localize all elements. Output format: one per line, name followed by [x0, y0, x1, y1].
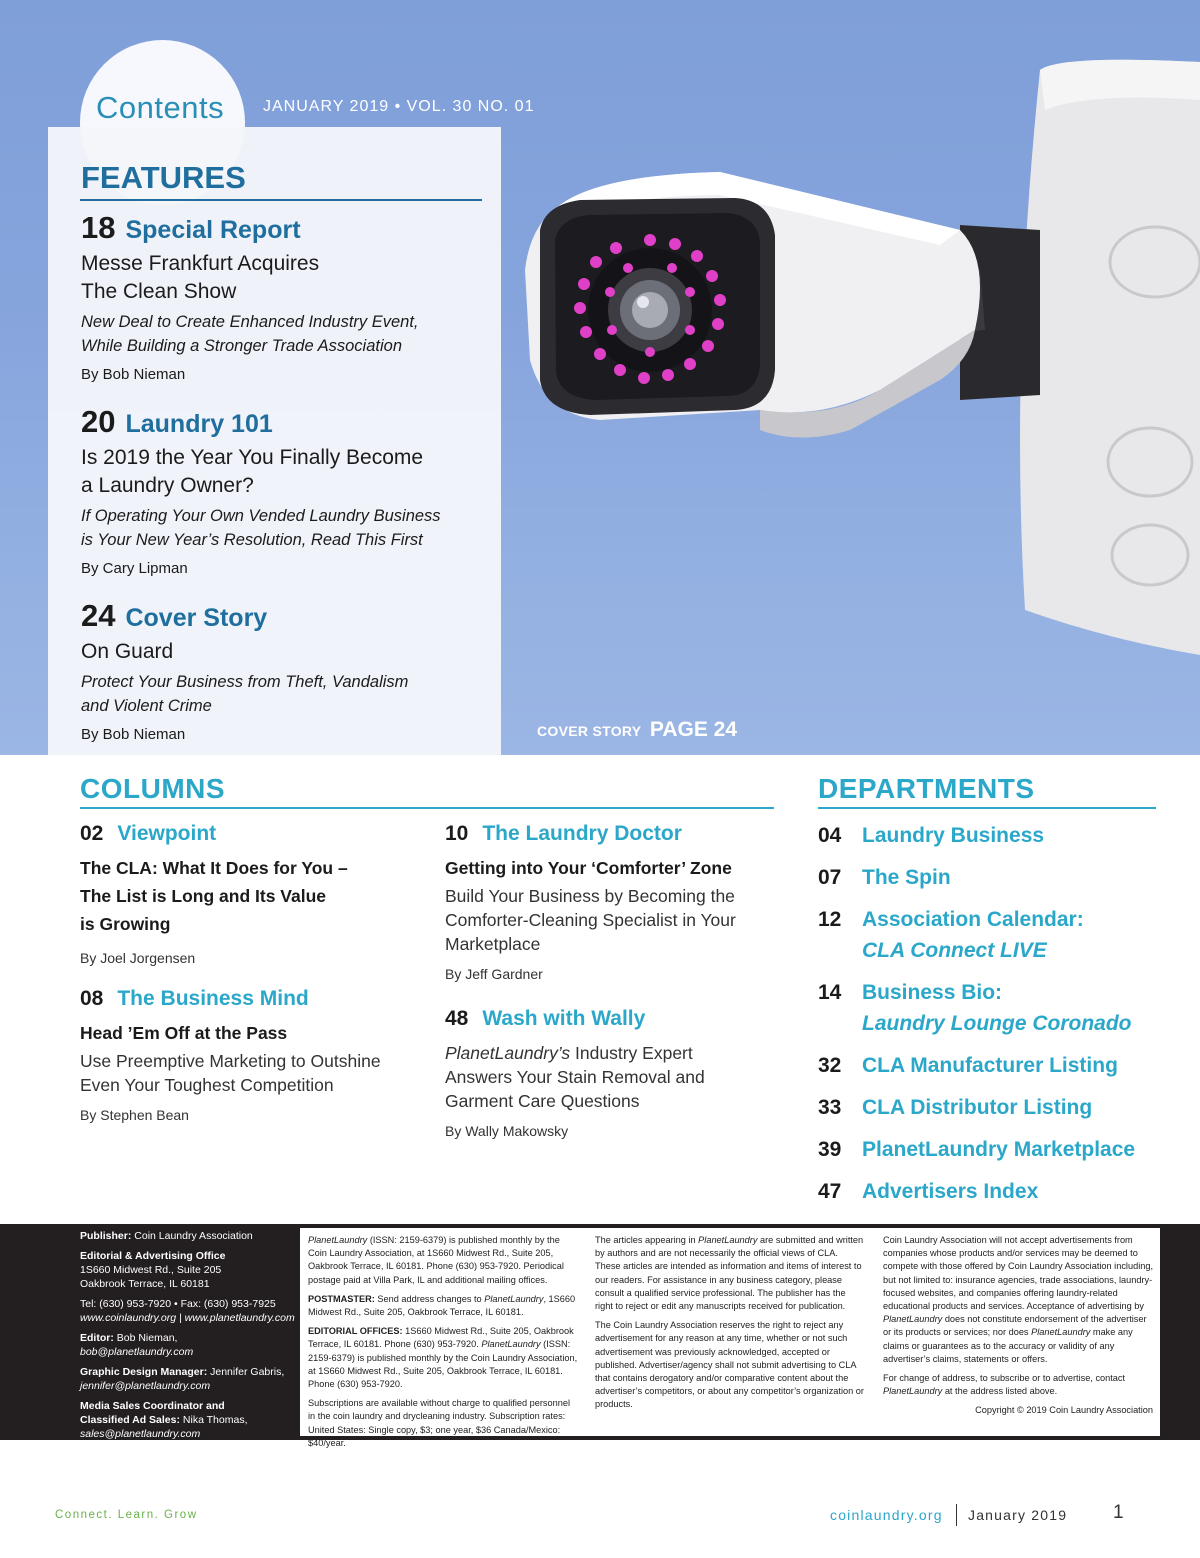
- cover-callout-label: COVER STORY: [537, 723, 642, 739]
- issue-line: JANUARY 2019 • VOL. 30 NO. 01: [263, 98, 535, 115]
- cover-story-callout[interactable]: [537, 718, 737, 742]
- feature-deck: [81, 670, 481, 718]
- feature-deck-line: While Building a Stronger Trade Association: [81, 337, 402, 355]
- office-address: 1S660 Midwest Rd., Suite 205: [80, 1264, 222, 1276]
- department-page-number: 47: [818, 1180, 842, 1203]
- column-page-number: 08: [80, 987, 104, 1010]
- column-subtitle-line: The List is Long and Its Value: [80, 886, 327, 906]
- feature-byline: By Cary Lipman: [81, 560, 188, 577]
- column-kicker: Viewpoint: [117, 822, 217, 845]
- department-subtitle: CLA Connect LIVE: [862, 939, 1047, 962]
- column-byline: By Joel Jorgensen: [80, 950, 196, 966]
- footer-tagline: Connect. Learn. Grow: [55, 1509, 198, 1521]
- department-subtitle: Laundry Lounge Coronado: [862, 1012, 1132, 1035]
- department-title: The Spin: [862, 866, 951, 889]
- columns-divider: [80, 807, 774, 809]
- footer-separator: [956, 1504, 957, 1526]
- articles-disclaimer: The articles appearing in PlanetLaundry are submitted and written by authors and are not necessarily the official views of CLA. These articles are intended as information and items of interest to our readers. For assistance in any business category, please consult a qualified service professional. The publisher has the right to reject or edit any manuscripts received for publication.: [595, 1235, 864, 1312]
- feature-page-number: 18: [81, 210, 116, 245]
- column-subtitle-line: Getting into Your ‘Comforter’ Zone: [445, 858, 732, 878]
- feature-title-line: The Clean Show: [81, 280, 237, 303]
- department-page-number: 04: [818, 824, 842, 847]
- office-websites[interactable]: www.coinlaundry.org | www.planetlaundry.com: [80, 1312, 295, 1324]
- department-page-number: 12: [818, 908, 842, 931]
- column-description-line: Marketplace: [445, 934, 541, 954]
- column-description-line: Comforter-Cleaning Specialist in Your: [445, 910, 736, 930]
- sales-email[interactable]: sales@planetlaundry.com: [80, 1428, 201, 1440]
- column-description-line: Answers Your Stain Removal and: [445, 1067, 705, 1087]
- department-item[interactable]: [818, 977, 1178, 1039]
- departments-divider: [818, 807, 1156, 809]
- feature-kicker: Cover Story: [125, 604, 268, 632]
- column-item-laundry-doctor[interactable]: [445, 822, 790, 982]
- sales-name: Nika Thomas,: [182, 1414, 248, 1426]
- feature-deck-line: and Violent Crime: [81, 697, 212, 715]
- publication-statement: PlanetLaundry (ISSN: 2159-6379) is published monthly by the Coin Laundry Association, at 1S660 Midwest Rd., Suite 205, Oakbrook Terrace, IL 60181. Phone (630) 953-7920. Periodical postage paid at Villa Park, IL and additional mailing offices.: [308, 1235, 564, 1285]
- feature-kicker: Special Report: [125, 216, 301, 244]
- columns-heading: COLUMNS: [80, 773, 226, 804]
- column-description-line: Industry Expert: [570, 1043, 693, 1063]
- column-page-number: 48: [445, 1007, 469, 1030]
- column-item-business-mind[interactable]: [80, 987, 425, 1123]
- department-page-number: 14: [818, 981, 842, 1004]
- column-description-line: Garment Care Questions: [445, 1091, 640, 1111]
- editor-email[interactable]: bob@planetlaundry.com: [80, 1346, 194, 1358]
- feature-byline: By Bob Nieman: [81, 726, 186, 743]
- department-page-number: 32: [818, 1054, 842, 1077]
- sales-label: Media Sales Coordinator and: [80, 1400, 225, 1412]
- publisher-label: Publisher:: [80, 1230, 132, 1242]
- features-divider: [80, 199, 482, 201]
- column-kicker: Wash with Wally: [482, 1007, 646, 1030]
- column-description: [80, 1049, 425, 1097]
- footer-issue-date: January 2019: [968, 1507, 1068, 1523]
- masthead-staff: [80, 1229, 295, 1441]
- editorial-offices-statement: EDITORIAL OFFICES: 1S660 Midwest Rd., Suite 205, Oakbrook Terrace, IL 60181. Phone (630) 953-7920. PlanetLaundry (ISSN: 2159-6379) is published monthly by the Coin Laundry Association, at 1S660 Midwest Rd., Suite 205, Oakbrook Terrace, IL 60181. Phone (630) 953-7920.: [308, 1326, 578, 1390]
- publisher-name: Coin Laundry Association: [134, 1230, 253, 1242]
- column-page-number: 10: [445, 822, 469, 845]
- department-title: CLA Distributor Listing: [862, 1096, 1093, 1119]
- column-subtitle-line: is Growing: [80, 914, 171, 934]
- feature-kicker: Laundry 101: [125, 410, 273, 438]
- column-subtitle: [80, 854, 425, 938]
- column-byline: By Stephen Bean: [80, 1107, 189, 1123]
- postmaster-statement: POSTMASTER: Send address changes to PlanetLaundry, 1S660 Midwest Rd., Suite 205, Oakbrook Terrace, IL 60181.: [308, 1293, 576, 1318]
- feature-title: [81, 444, 481, 500]
- office-label: Editorial & Advertising Office: [80, 1250, 226, 1262]
- column-item-wash-with-wally[interactable]: [445, 1007, 790, 1139]
- feature-deck-line: New Deal to Create Enhanced Industry Event,: [81, 313, 419, 331]
- publication-name: PlanetLaundry’s: [445, 1043, 571, 1063]
- cover-callout-page: PAGE 24: [649, 718, 738, 741]
- feature-page-number: 20: [81, 404, 116, 439]
- column-page-number: 02: [80, 822, 104, 845]
- department-page-number: 07: [818, 866, 842, 889]
- feature-title-line: Is 2019 the Year You Finally Become: [81, 446, 424, 469]
- column-byline: By Wally Makowsky: [445, 1123, 569, 1139]
- column-description: [445, 884, 790, 956]
- footer-website-link[interactable]: coinlaundry.org: [830, 1507, 943, 1523]
- feature-item-cover-story[interactable]: [81, 598, 481, 743]
- feature-page-number: 24: [81, 598, 116, 633]
- column-description-line: Even Your Toughest Competition: [80, 1075, 334, 1095]
- column-description-line: Build Your Business by Becoming the: [445, 886, 735, 906]
- department-title: Advertisers Index: [862, 1180, 1039, 1203]
- design-label: Graphic Design Manager:: [80, 1366, 208, 1378]
- features-heading: FEATURES: [81, 160, 246, 195]
- feature-title-line: On Guard: [81, 640, 174, 663]
- editor-name: Bob Nieman,: [116, 1332, 178, 1344]
- masthead-legal-column-1: [308, 1234, 578, 1456]
- page-number: 1: [1113, 1502, 1124, 1523]
- department-title: CLA Manufacturer Listing: [862, 1054, 1118, 1077]
- feature-item-laundry-101[interactable]: [81, 404, 481, 577]
- office-phones: Tel: (630) 953-7920 • Fax: (630) 953-7925: [80, 1298, 276, 1310]
- column-subtitle: [80, 1019, 425, 1047]
- feature-byline: By Bob Nieman: [81, 366, 186, 383]
- column-subtitle-line: The CLA: What It Does for You –: [80, 858, 348, 878]
- feature-deck: [81, 310, 481, 358]
- feature-title: [81, 250, 481, 306]
- column-byline: By Jeff Gardner: [445, 966, 543, 982]
- design-name: Jennifer Gabris,: [210, 1366, 285, 1378]
- contact-note: For change of address, to subscribe or to advertise, contact PlanetLaundry at the address listed above.: [883, 1373, 1126, 1397]
- masthead-legal-column-3: [883, 1234, 1153, 1424]
- feature-deck-line: is Your New Year’s Resolution, Read This First: [81, 531, 423, 549]
- design-email[interactable]: jennifer@planetlaundry.com: [80, 1380, 211, 1392]
- department-item[interactable]: [818, 904, 1178, 966]
- department-title: PlanetLaundry Marketplace: [862, 1138, 1136, 1161]
- advertising-policy: Coin Laundry Association will not accept advertisements from companies whose products and/or services may be deemed to compete with those offered by Coin Laundry Association including, but not limited to: insurance agencies, trade associations, laundry-focused websites, and companies offering laundry-related educational products and services. Acceptance of advertising by PlanetLaundry does not constitute endorsement of the advertiser or its products or services; nor does PlanetLaundry make any claims or guarantees as to the accuracy or validity of any advertiser’s claims, statements or offers.: [883, 1235, 1154, 1364]
- feature-deck-line: If Operating Your Own Vended Laundry Business: [81, 507, 441, 525]
- column-description-line: Use Preemptive Marketing to Outshine: [80, 1051, 381, 1071]
- subscription-statement: Subscriptions are available without charge to qualified personnel in the coin laundry and drycleaning industry. Subscription rates: United States: Single copy, $3; one year, $36 Canada/Mexico: $40/year.: [308, 1398, 571, 1448]
- feature-title-line: Messe Frankfurt Acquires: [81, 252, 320, 275]
- department-page-number: 33: [818, 1096, 842, 1119]
- office-city: Oakbrook Terrace, IL 60181: [80, 1278, 210, 1290]
- column-description: [445, 1041, 790, 1113]
- departments-heading: DEPARTMENTS: [818, 773, 1035, 804]
- department-title: Association Calendar:: [862, 908, 1084, 931]
- advertising-rights: The Coin Laundry Association reserves the right to reject any advertisement for any reason at any time, whether or not such advertisement was previously acknowledged, accepted or published. Advertiser/agency shall not submit advertising to CLA that contains derogatory and/or comparative content about the advertiser’s competitors, or about any competitor’s organization or products.: [595, 1320, 864, 1410]
- feature-deck: [81, 504, 481, 552]
- editor-label: Editor:: [80, 1332, 114, 1344]
- column-subtitle: [445, 854, 790, 882]
- feature-item-special-report[interactable]: [81, 210, 481, 383]
- sales-label: Classified Ad Sales:: [80, 1414, 180, 1426]
- column-item-viewpoint[interactable]: [80, 822, 425, 966]
- contents-label: Contents: [96, 90, 225, 125]
- department-title: Laundry Business: [862, 824, 1045, 847]
- column-kicker: The Business Mind: [117, 987, 309, 1010]
- feature-title-line: a Laundry Owner?: [81, 474, 254, 497]
- masthead-legal-column-2: [595, 1234, 865, 1418]
- feature-title: [81, 638, 481, 666]
- department-page-number: 39: [818, 1138, 842, 1161]
- column-kicker: The Laundry Doctor: [482, 822, 682, 845]
- department-title: Business Bio:: [862, 981, 1003, 1004]
- copyright: Copyright © 2019 Coin Laundry Association: [975, 1405, 1153, 1416]
- column-subtitle-line: Head ’Em Off at the Pass: [80, 1023, 288, 1043]
- feature-deck-line: Protect Your Business from Theft, Vandalism: [81, 673, 409, 691]
